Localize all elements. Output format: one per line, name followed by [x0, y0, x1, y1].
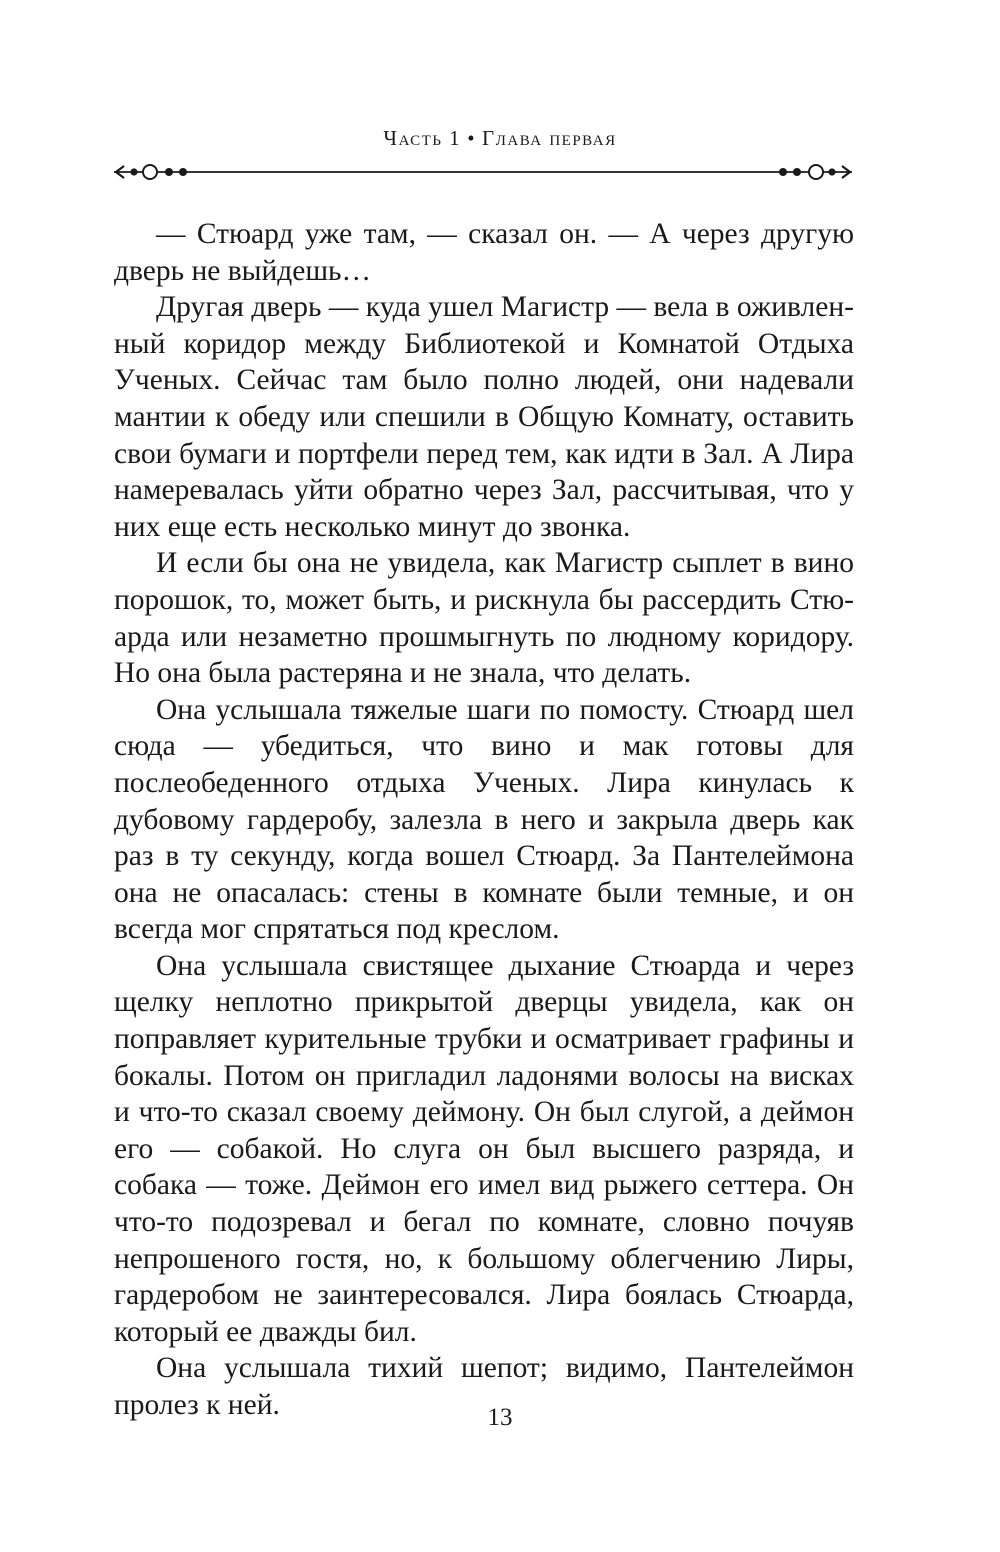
paragraph: И если бы она не увидела, как Магистр сыплет в вино порошок, то, может быть, и рискнула бы рассердить Стюарда или незаметно прошмыгнуть по людному коридору. Но она была растеряна и не знала, что делать.	[114, 547, 854, 690]
ornament-rule	[112, 158, 854, 186]
paragraph: — Стюард уже там, — сказал он. — А через другую дверь не выйдешь…	[114, 218, 854, 287]
paragraph: Она услышала тяжелые шаги по помосту. Стюард шел сюда — убедиться, что вино и мак готовы для послеобеденного отдыха Ученых. Лира кинулась к дубовому гардеробу, залезла в него и закрыла дверь как раз в ту секунду, когда вошел Стюард. За Пантелеймона она не опасалась: стены в комнате были темные, и он всегда мог спрятаться под креслом.	[114, 693, 854, 946]
chapter-label: Глава первая	[482, 126, 617, 150]
page-number: 13	[487, 1404, 513, 1431]
paragraph: Другая дверь — куда ушел Магистр — вела в оживленный коридор между Библиотекой и Комнатой Отдыха Ученых. Сейчас там было полно людей, они надевали мантии к обеду или спешили в Общую Комнату, оставить свои бумаги и портфели перед тем, как идти в Зал. А Лира намеревалась уйти обратно через Зал, рассчитывая, что у них еще есть несколько минут до звонка.	[114, 291, 854, 543]
body-text	[114, 216, 854, 1424]
paragraph: Она услышала тихий шепот; видимо, Пантелеймон пролез к ней.	[114, 1352, 854, 1421]
running-head	[0, 126, 1000, 151]
header-separator: •	[467, 126, 477, 150]
paragraph: Она услышала свистящее дыхание Стюарда и через щелку неплотно прикрытой дверцы увидела, как он поправляет курительные трубки и осматривает графины и бокалы. Потом он пригладил ладонями волосы на висках и что-то сказал своему деймону. Он был слугой, а деймон его — собакой. Но слуга он был высшего разряда, и собака — тоже. Деймон его имел вид рыжего сеттера. Он что-то подозревал и бегал по комнате, словно почуяв непрошеного гостя, но, к большому облегчению Лиры, гардеробом не заинтересовался. Лира боялась Стюарда, который ее дважды бил.	[114, 949, 854, 1348]
part-label: Часть 1	[383, 126, 462, 150]
